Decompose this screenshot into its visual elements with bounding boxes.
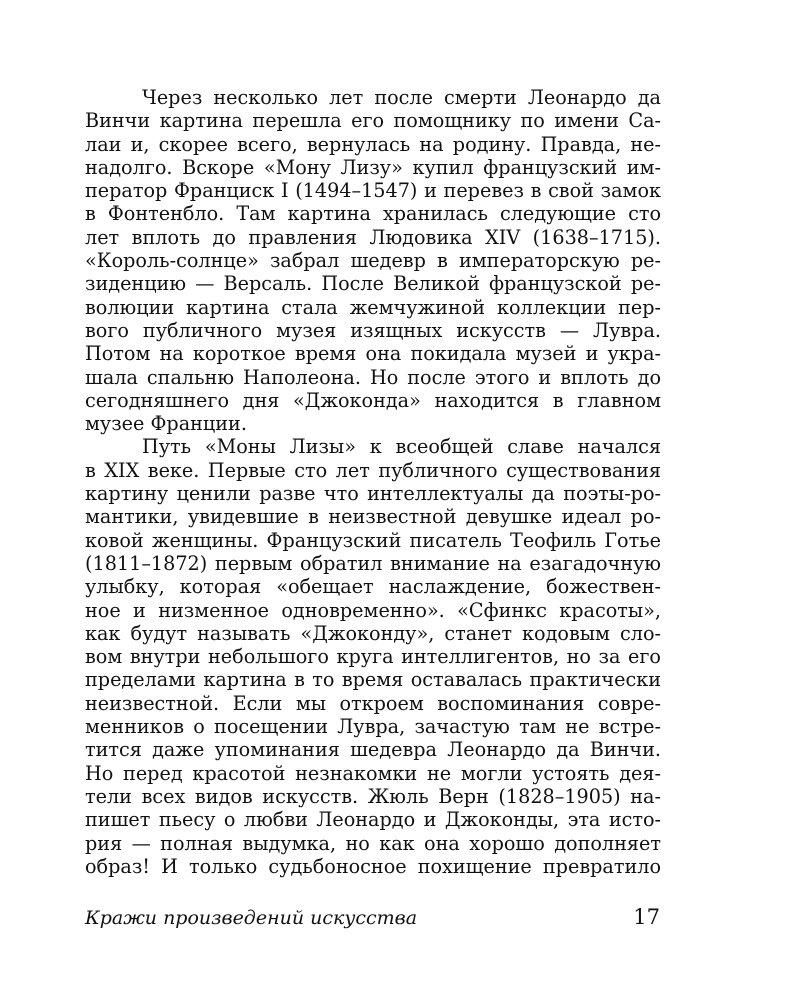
text-line: (1811–1872) первым обратил внимание на езагадочную <box>85 551 661 575</box>
text-line: волюции картина стала жемчужиной коллекции пер- <box>85 295 661 319</box>
text-line: картину ценили разве что интеллектуалы да поэты-ро- <box>85 482 661 506</box>
text-line: «Король-солнце» забрал шедевр в императорскую ре- <box>85 249 661 273</box>
text-line: вом внутри небольшого круга интеллигентов, но за его <box>85 645 661 669</box>
text-line: ковой женщины. Французский писатель Теофиль Готье <box>85 528 661 552</box>
text-line: музее Франции. <box>85 412 247 436</box>
body-text <box>85 86 661 878</box>
text-line: Но перед красотой незнакомки не могли устоять дея- <box>85 761 661 785</box>
text-line: сегодняшнего дня «Джоконда» находится в главном <box>85 388 661 412</box>
text-line: Винчи картина перешла его помощнику по имени Са- <box>85 109 661 133</box>
paragraph-2 <box>85 435 661 878</box>
text-line: пишет пьесу о любви Леонардо и Джоконды, эта исто- <box>85 808 661 832</box>
page-number: 17 <box>633 905 660 929</box>
text-line: в XIX веке. Первые сто лет публичного существования <box>85 458 661 482</box>
text-line: рия — полная выдумка, но как она хорошо дополняет <box>85 831 661 855</box>
text-line: шала спальню Наполеона. Но после этого и вплоть до <box>85 365 661 389</box>
running-footer-title: Кражи произведений искусства <box>85 907 418 929</box>
text-line: лет вплоть до правления Людовика XIV (1638–1715). <box>85 225 661 249</box>
text-line: менников о посещении Лувра, зачастую там не встре- <box>85 715 661 739</box>
text-line: улыбку, которая «обещает наслаждение, божествен- <box>85 575 661 599</box>
text-line: неизвестной. Если мы откроем воспоминания совре- <box>85 691 661 715</box>
text-line: Путь «Моны Лизы» к всеобщей славе начался <box>142 435 661 459</box>
text-line: образ! И только судьбоносное похищение превратило <box>85 854 661 878</box>
text-line: Потом на короткое время она покидала музей и укра- <box>85 342 661 366</box>
text-line: Через несколько лет после смерти Леонардо да <box>142 86 661 109</box>
text-line: вого публичного музея изящных искусств — Лувра. <box>85 318 661 342</box>
text-line: как будут называть «Джоконду», станет кодовым сло- <box>85 621 661 645</box>
paragraph-1 <box>85 86 661 435</box>
text-line: зиденцию — Версаль. После Великой французской ре- <box>85 272 661 296</box>
text-line: тится даже упоминания шедевра Леонардо да Винчи. <box>85 738 661 762</box>
text-line: мантики, увидевшие в неизвестной девушке идеал ро- <box>85 505 661 529</box>
text-line: надолго. Вскоре «Мону Лизу» купил французский им- <box>85 155 661 179</box>
text-line: ператор Франциск I (1494–1547) и перевез в свой замок <box>85 179 661 203</box>
text-line: тели всех видов искусств. Жюль Верн (1828–1905) на- <box>85 784 661 808</box>
text-line: в Фонтенбло. Там картина хранилась следующие сто <box>85 202 661 226</box>
text-line: лаи и, скорее всего, вернулась на родину. Правда, не- <box>85 132 661 156</box>
text-line: ное и низменное одновременно». «Сфинкс красоты», <box>85 598 661 622</box>
text-line: пределами картина в то время оставалась практически <box>85 668 661 692</box>
